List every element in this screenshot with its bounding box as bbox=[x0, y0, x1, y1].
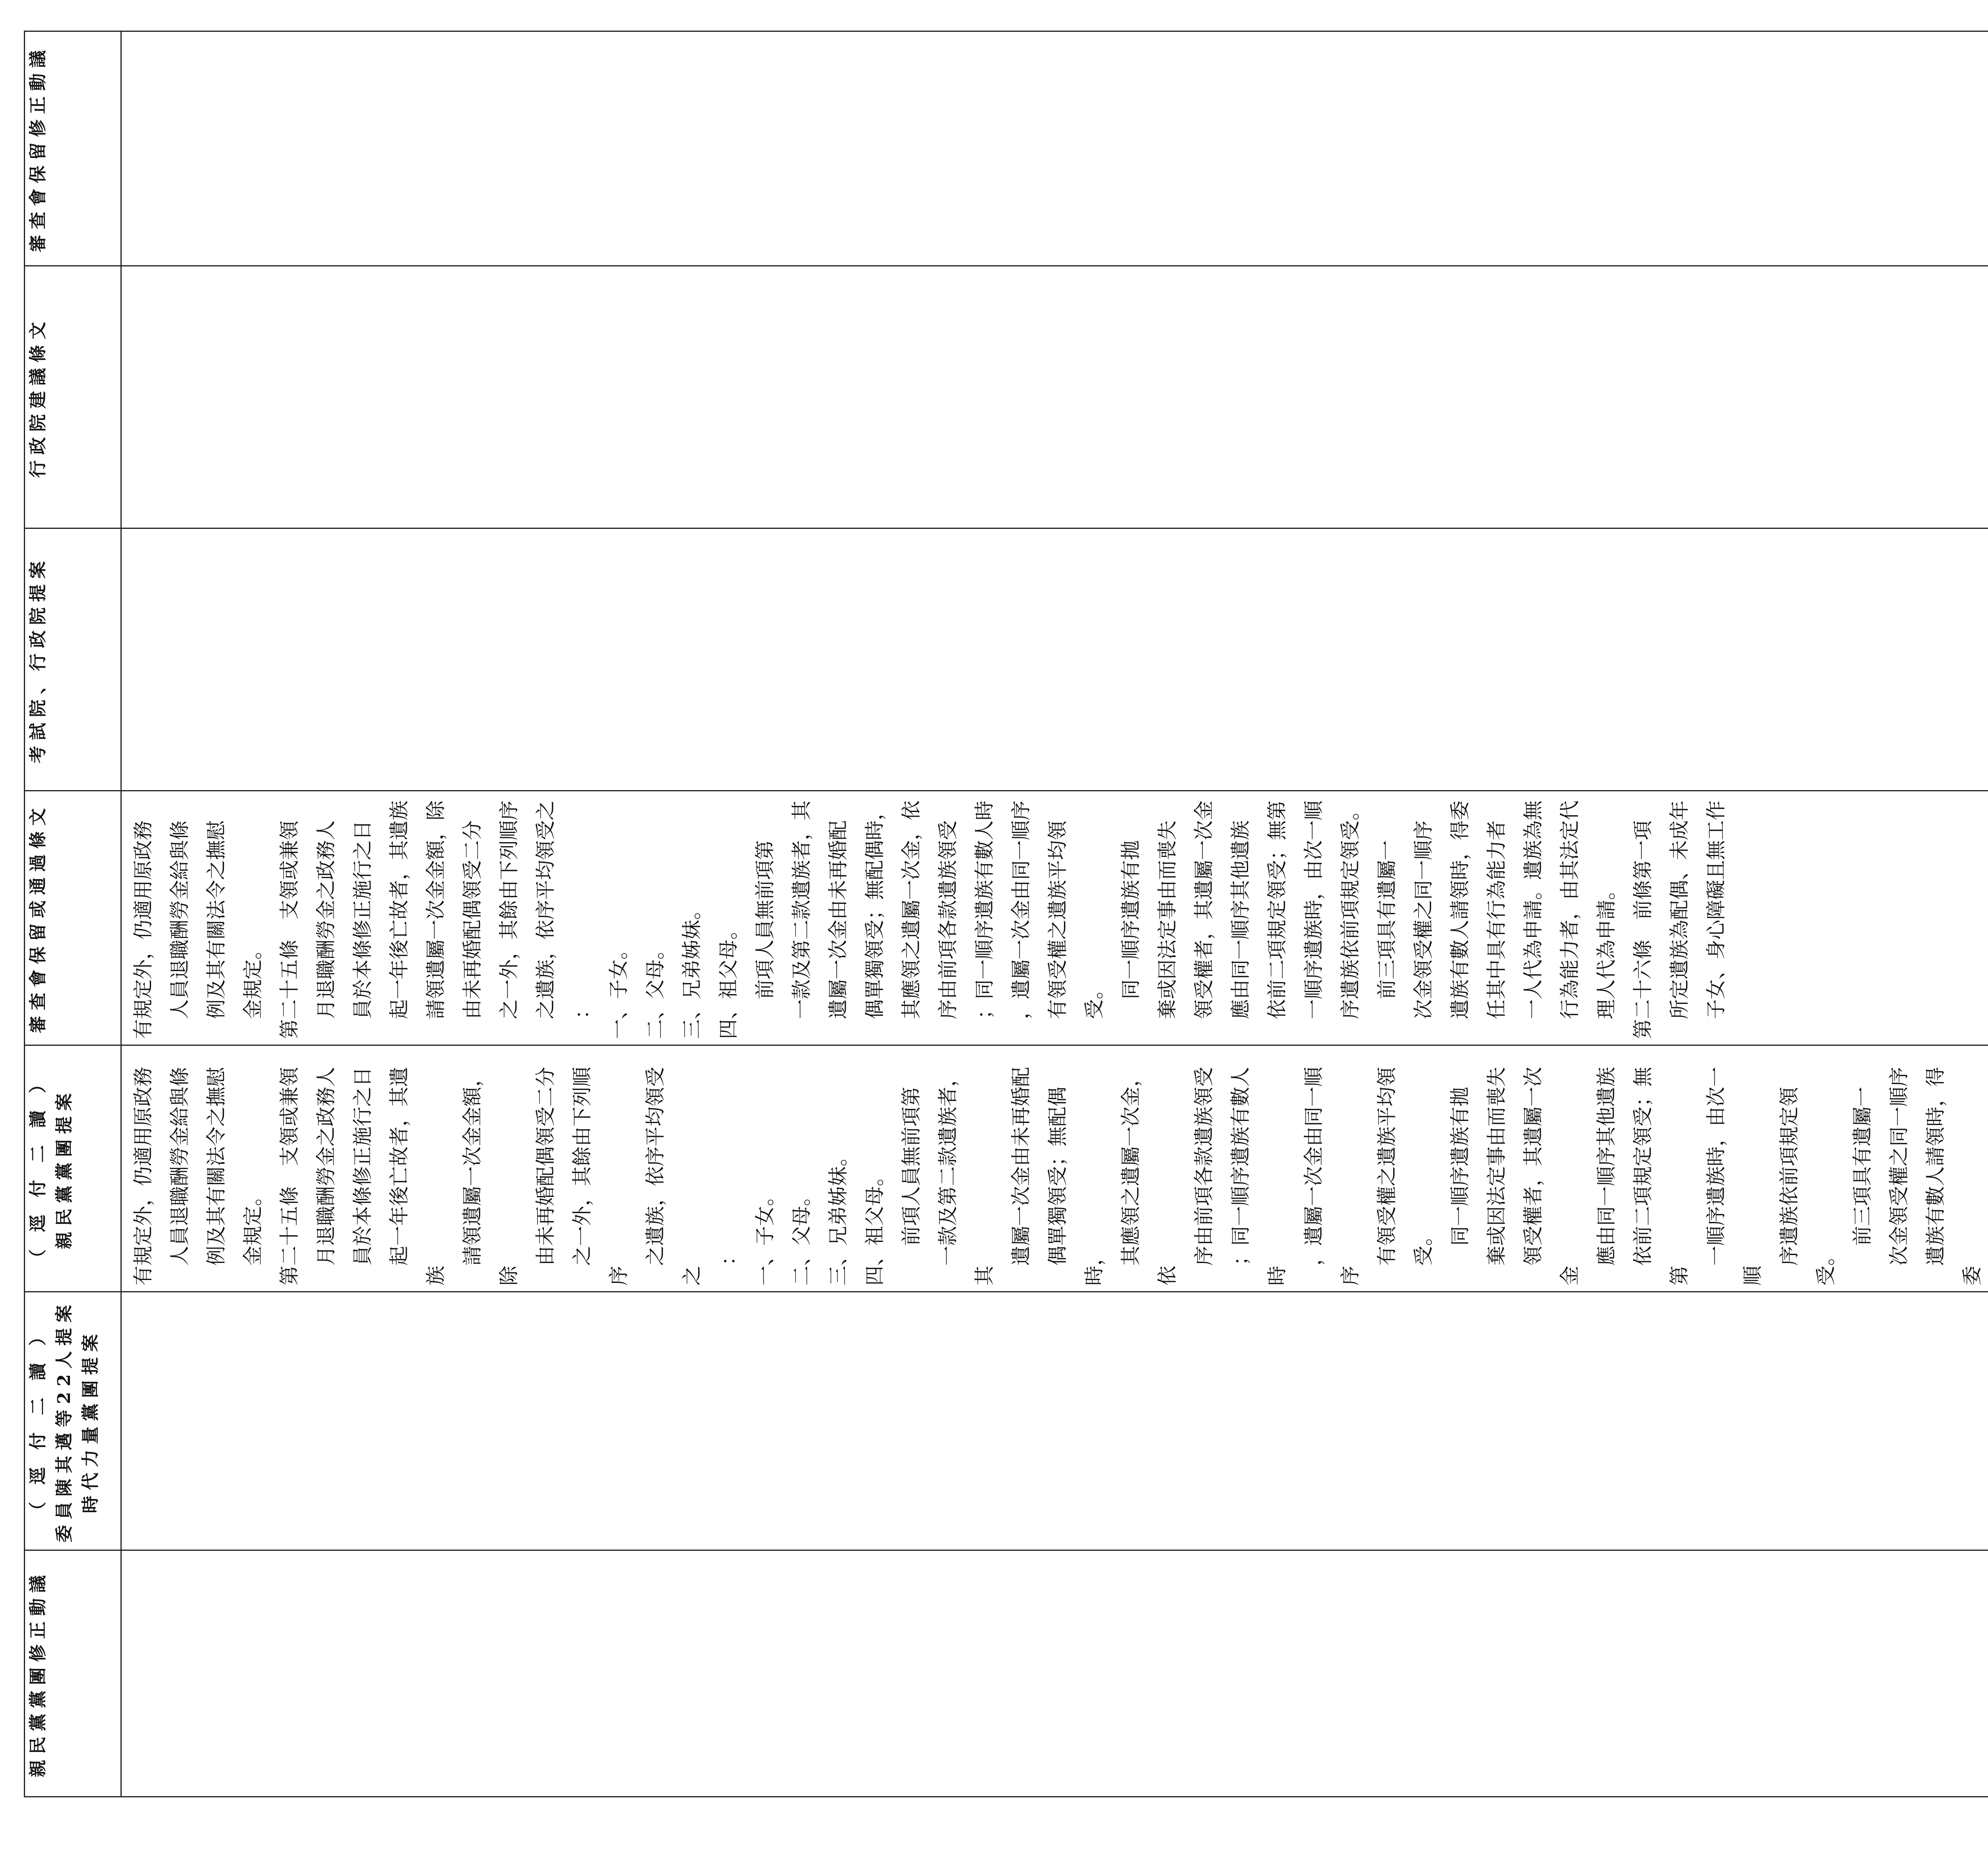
text-line: 由未再婚配偶領受二分 bbox=[534, 1067, 557, 1286]
header-exam-exec-proposal: 考試院、行政院提案 bbox=[25, 528, 121, 791]
text-line: ，遺屬一次金由同一順序 bbox=[1302, 1067, 1362, 1286]
text-line: 所定遺族為配偶、未成年 bbox=[1668, 800, 1691, 1039]
text-line: 序由前項各款遺族領受 bbox=[1192, 1067, 1215, 1286]
text-line: 遺族有數人請領時，得委 bbox=[1448, 800, 1472, 1039]
text-line: 偶單獨領受；無配偶時， bbox=[863, 800, 886, 1039]
text-line: 之一外，其餘由下列順序 bbox=[497, 800, 520, 1039]
text-line: 四、祖父母。 bbox=[717, 920, 740, 1039]
text-line: 二、父母。 bbox=[790, 1186, 813, 1286]
text-line: 應由同一順序其他遺族 bbox=[1229, 820, 1252, 1039]
text-line: 員於本條修正施行之日 bbox=[351, 820, 374, 1039]
text-line: 依前二項規定領受；無第 bbox=[1631, 1067, 1691, 1286]
text-line: 金規定。 bbox=[241, 1186, 264, 1286]
text-line: 一、子女。 bbox=[607, 940, 630, 1039]
pfp-proposal-text bbox=[122, 1046, 1988, 1291]
cell-review-amendment bbox=[121, 31, 1988, 266]
text-line: 任其中具有行為能力者 bbox=[1485, 820, 1508, 1039]
text-line: 序遺族依前項規定領受。 bbox=[1339, 800, 1362, 1039]
text-line: 一人代為申請。遺族為無 bbox=[1522, 800, 1545, 1039]
text-line: 員於本條修正施行之日 bbox=[351, 1067, 374, 1286]
text-line: ，遺屬一次金由同一順序 bbox=[1010, 800, 1033, 1039]
text-line: 前項人員無前項第 bbox=[753, 840, 777, 1039]
text-line: 遺屬一次金由未再婚配 bbox=[1010, 1067, 1033, 1286]
text-line: 三、兄弟姊妹。 bbox=[827, 1146, 850, 1286]
text-line: 起一年後亡故者，其遺族 bbox=[388, 1067, 447, 1286]
text-line: 偶單獨領受；無配偶時， bbox=[1046, 1087, 1106, 1286]
text-line: 一、子女。 bbox=[753, 1186, 777, 1286]
text-line: ： bbox=[717, 1246, 740, 1286]
text-line: 之一外，其餘由下列順序 bbox=[571, 1067, 630, 1286]
text-line: 依前二項規定領受；無第 bbox=[1266, 800, 1289, 1039]
text-line: 一順序遺族時，由次一順 bbox=[1705, 1067, 1764, 1286]
text-line: 有規定外，仍適用原政務 bbox=[132, 1067, 155, 1286]
text-line: 同一順序遺族有拋 bbox=[1119, 840, 1142, 1039]
text-line: 受。 bbox=[1083, 979, 1106, 1039]
text-line: 由未再婚配偶領受二分 bbox=[461, 820, 484, 1039]
text-line: 月退職酬勞金之政務人 bbox=[315, 1067, 338, 1286]
review-text bbox=[122, 791, 1734, 1045]
text-line: 行為能力者，由其法定代 bbox=[1558, 800, 1581, 1039]
comparison-table bbox=[24, 31, 1988, 1797]
text-line: 起一年後亡故者，其遺族 bbox=[388, 800, 411, 1039]
header-dpp-npp-proposal: （ 逕 付 二 讀 ） 委員陳其邁等22人提案 時代力量黨團提案 bbox=[25, 1292, 121, 1550]
cell-pfp-amendment bbox=[121, 1550, 1988, 1797]
text-line: 請領遺屬一次金金額，除 bbox=[424, 800, 447, 1039]
text-line: 序遺族依前項規定領受。 bbox=[1778, 1087, 1837, 1286]
cell-dpp-npp-proposal bbox=[121, 1292, 1988, 1550]
text-line: 序由前項各款遺族領受 bbox=[936, 820, 959, 1039]
text-line: 遺屬一次金由未再婚配 bbox=[827, 820, 850, 1039]
text-line: 其應領之遺屬一次金，依 bbox=[900, 800, 923, 1039]
header-pfp-proposal: （ 逕 付 二 讀 ） 親民黨黨團提案 bbox=[25, 1045, 121, 1292]
cell-exam-exec-proposal bbox=[121, 528, 1988, 791]
text-line: 四、祖父母。 bbox=[863, 1166, 886, 1286]
text-line: 二、父母。 bbox=[644, 940, 667, 1039]
text-line: 之遺族，依序平均領受之 bbox=[534, 800, 557, 1039]
text-line: 有領受權之遺族平均領 bbox=[1375, 1067, 1398, 1286]
text-line: 一款及第二款遺族者，其 bbox=[936, 1067, 996, 1286]
text-line: 三、兄弟姊妹。 bbox=[680, 900, 703, 1039]
text-line: 其應領之遺屬一次金，依 bbox=[1119, 1067, 1179, 1286]
text-line: ： bbox=[571, 999, 594, 1039]
text-line: 前三項具有遺屬一 bbox=[1375, 840, 1398, 1039]
text-line: 棄或因法定事由而喪失 bbox=[1485, 1067, 1508, 1286]
text-line: 人員退職酬勞金給與條 bbox=[168, 1067, 191, 1286]
text-line: 次金領受權之同一順序 bbox=[1412, 820, 1435, 1039]
header-row bbox=[25, 31, 121, 1797]
text-line: 之遺族，依序平均領受之 bbox=[644, 1067, 703, 1286]
text-line: 受。 bbox=[1412, 1226, 1435, 1286]
text-line: 遺族有數人請領時，得委 bbox=[1924, 1067, 1984, 1286]
text-line: ；同一順序遺族有數人時 bbox=[973, 800, 996, 1039]
cell-exec-suggestion bbox=[121, 266, 1988, 528]
text-line: 請領遺屬一次金金額，除 bbox=[461, 1067, 520, 1286]
text-line: 前三項具有遺屬一 bbox=[1851, 1087, 1874, 1286]
text-line: 應由同一順序其他遺族 bbox=[1595, 1067, 1618, 1286]
cell-pfp-proposal bbox=[121, 1045, 1988, 1292]
text-line: 棄或因法定事由而喪失 bbox=[1156, 820, 1179, 1039]
text-line: 領受權者，其遺屬一次金 bbox=[1192, 800, 1215, 1039]
text-line: 月退職酬勞金之政務人 bbox=[315, 820, 338, 1039]
text-line: 金規定。 bbox=[241, 940, 264, 1039]
text-line: 同一順序遺族有拋 bbox=[1448, 1087, 1472, 1286]
text-line: 例及其有關法令之撫慰 bbox=[205, 1067, 228, 1286]
text-line: 次金領受權之同一順序 bbox=[1887, 1067, 1910, 1286]
text-line: 第二十五條 支領或兼領 bbox=[278, 820, 301, 1039]
text-line: 人員退職酬勞金給與條 bbox=[168, 820, 191, 1039]
body-row bbox=[121, 31, 1988, 1797]
text-line: 領受權者，其遺屬一次金 bbox=[1522, 1067, 1581, 1286]
text-line: 有規定外，仍適用原政務 bbox=[132, 820, 155, 1039]
header-review-amendment: 審查會保留修正動議 bbox=[25, 31, 121, 266]
text-line: 例及其有關法令之撫慰 bbox=[205, 820, 228, 1039]
text-line: 子女、身心障礙且無工作 bbox=[1705, 800, 1728, 1039]
text-line: 前項人員無前項第 bbox=[900, 1087, 923, 1286]
header-exec-suggestion: 行政院建議條文 bbox=[25, 266, 121, 528]
header-pfp-amendment: 親民黨黨團修正動議 bbox=[25, 1550, 121, 1797]
text-line: ；同一順序遺族有數人時 bbox=[1229, 1067, 1289, 1286]
cell-review-text bbox=[121, 791, 1988, 1045]
text-line: 理人代為申請。 bbox=[1595, 880, 1618, 1039]
text-line: 第二十六條 前條第一項 bbox=[1631, 820, 1654, 1039]
text-line: 一順序遺族時，由次一順 bbox=[1302, 800, 1325, 1039]
header-review-text: 審查會保留或通過條文 bbox=[25, 791, 121, 1045]
text-line: 有領受權之遺族平均領 bbox=[1046, 820, 1069, 1039]
text-line: 一款及第二款遺族者，其 bbox=[790, 800, 813, 1039]
text-line: 第二十五條 支領或兼領 bbox=[278, 1067, 301, 1286]
